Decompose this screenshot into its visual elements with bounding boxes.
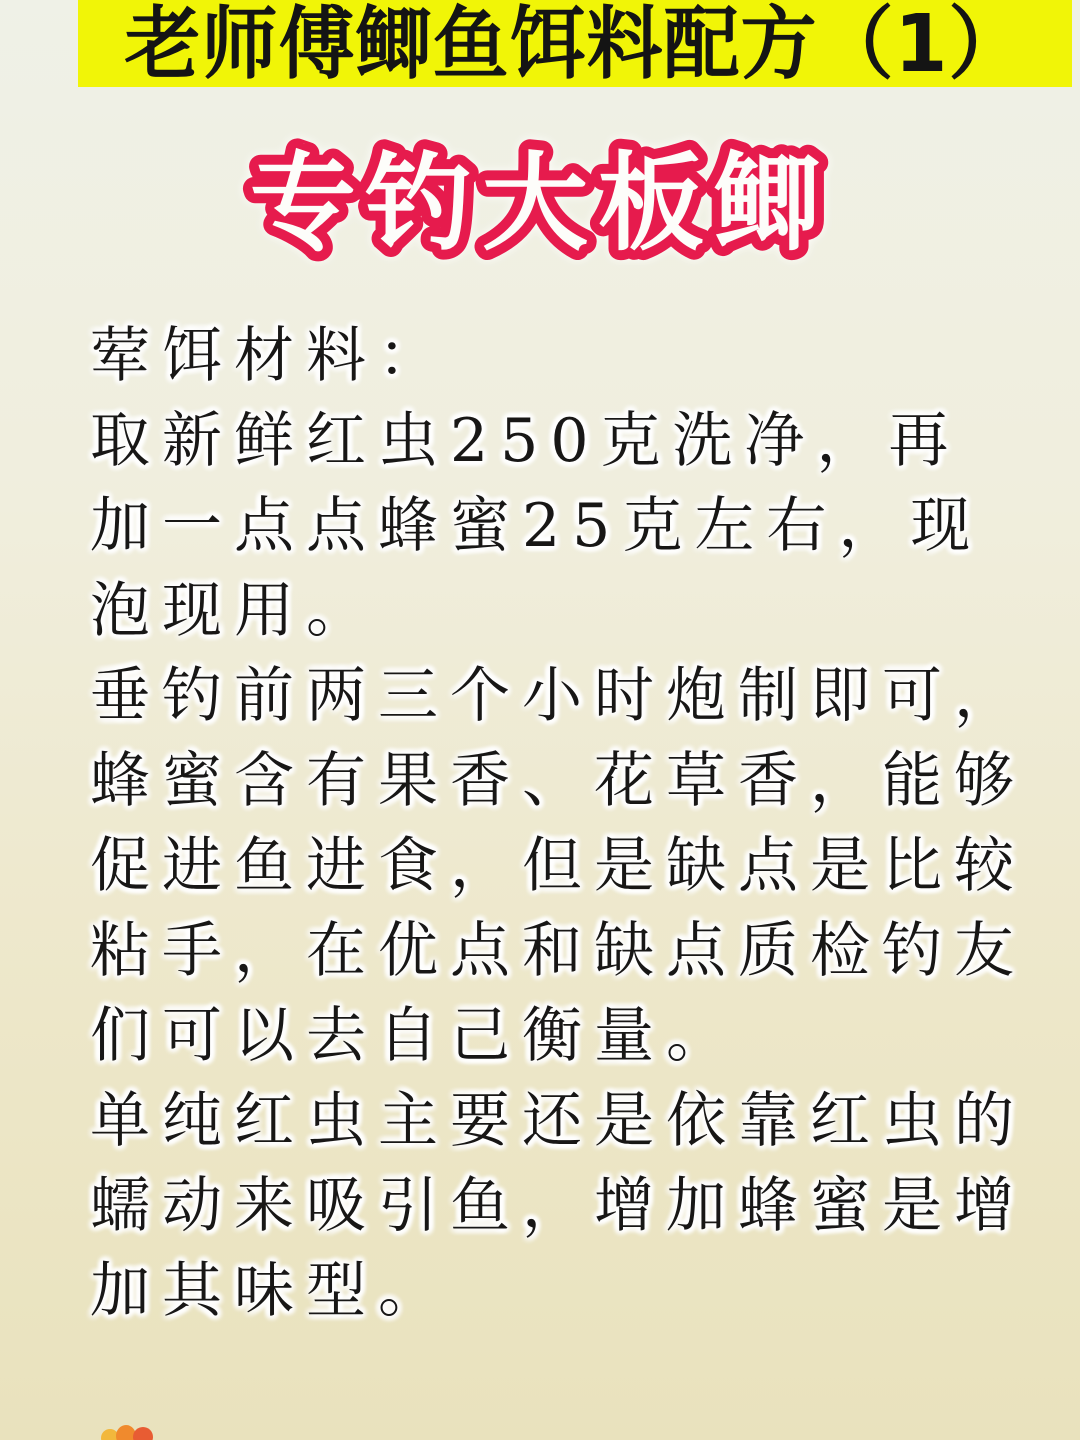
text-line: 泡现用。 [90,576,378,646]
text-line: 垂钓前两三个小时炮制即可， [90,661,1026,731]
subtitle [0,128,1080,272]
text-line: 蜂蜜含有果香、花草香，能够 [90,746,1026,816]
text-line: 单纯红虫主要还是依靠红虫的 [90,1086,1026,1156]
title-banner [78,0,1072,87]
text-line: 粘手，在优点和缺点质检钓友 [90,916,1026,986]
text-line: 们可以去自己衡量。 [90,1001,738,1071]
text-line: 促进鱼进食，但是缺点是比较 [90,831,1026,901]
subtitle-outlined-text-graphic [160,128,920,268]
banner-title: 老师傅鲫鱼饵料配方（1） [124,0,1026,87]
text-line: 取新鲜红虫250克洗净，再 [90,406,961,476]
flower-icon [100,1424,154,1440]
recipe-text [90,314,1040,1334]
text-line: 加其味型。 [90,1256,450,1326]
text-line: 加一点点蜂蜜25克左右，现 [90,491,983,561]
subtitle-text: 专钓大板鲫 [250,142,830,265]
text-line: 荤饵材料： [90,321,450,391]
text-line: 蠕动来吸引鱼，增加蜂蜜是增 [90,1171,1026,1241]
